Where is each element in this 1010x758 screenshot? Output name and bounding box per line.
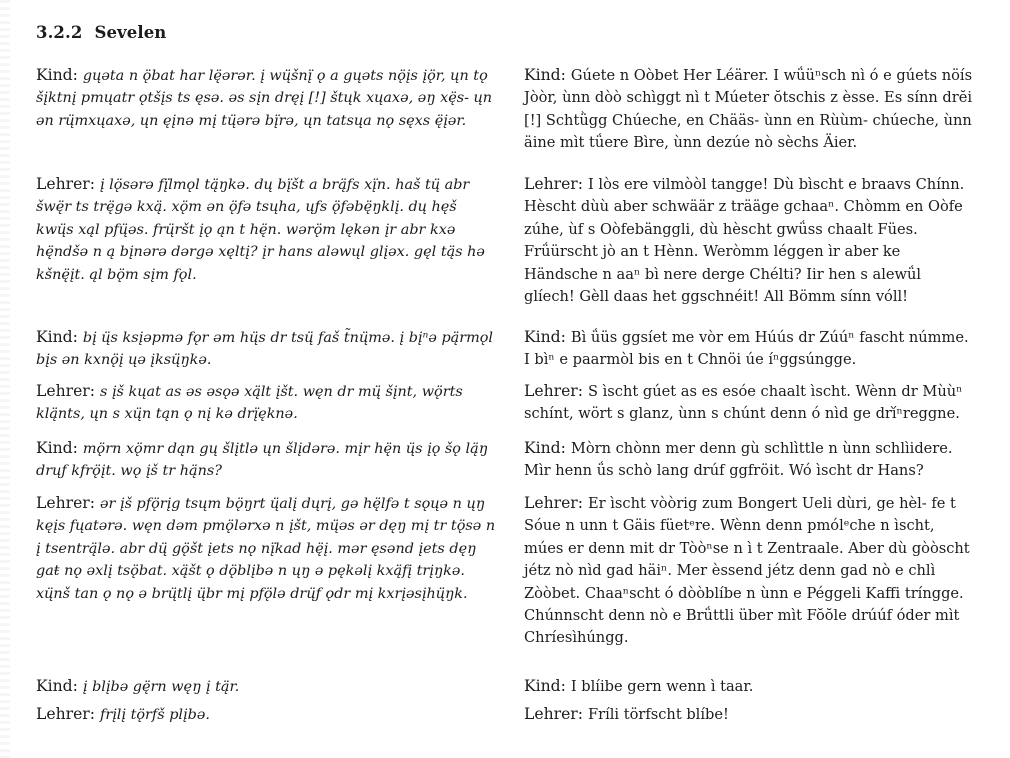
utterance-text: I blíibe gern wenn ì taar. — [570, 678, 754, 695]
dialogue-entry — [36, 703, 496, 726]
dialogue-entry — [524, 675, 974, 698]
utterance-text: s įš kųat as əs əsǫə xą̈lt įšt. węn dr mų̈ šįnt, wǫ̈rts klą̈nts, ųn s xų̈n tąn ǫ nį kə drį̈ęknə. — [36, 384, 463, 423]
dialogue-entry — [524, 173, 974, 308]
utterance-text: frįlį tǫ̈rfš plįbə. — [100, 707, 210, 723]
speaker-label: Lehrer: — [524, 382, 584, 400]
speaker-label: Lehrer: — [36, 494, 96, 512]
utterance-text: Er ìscht vòòrig zum Bongert Ueli dùri, ge hèl- fe t Sóue n unn t Gäis füetᵉre. Wènn denn pmólᵉche n ìscht, múes er denn mit dr Tòòⁿse n ì t Zentraale. Aber dù gòòscht jétz nò nìd gad häiⁿ. Mer èssend jétz denn gad nò e chlì Zòòbet. Chaaⁿscht ó dòòblíbe n ùnn e Péggeli Kaffi tríngge. Chúnnscht denn nò e Brǘttli über mìt Fŏŏle drúúf óder mìt Chríesìhúngg. — [524, 495, 970, 647]
utterance-text: Bì ǘüs ggsíet me vòr em Húús dr Zúúⁿ fascht númme. I bìⁿ e paarmòl bis en t Chnöi úe íⁿggsúngge. — [524, 329, 969, 369]
scan-edge — [0, 0, 10, 758]
speaker-label: Kind: — [36, 66, 78, 84]
speaker-label: Kind: — [36, 677, 78, 695]
speaker-label: Lehrer: — [524, 705, 584, 723]
utterance-text: Mòrn chònn mer denn gù schlìttle n ùnn schlìidere. Mìr henn ǘs schò lang drúf ggfröit. Wó ìscht dr Hans? — [524, 440, 953, 480]
speaker-label: Kind: — [524, 439, 566, 457]
dialogue-entry — [524, 703, 974, 726]
utterance-text: I lòs ere vilmòòl tangge! Dù bìscht e braavs Chínn. Hèscht dùù aber schwäär z trääge gchaaⁿ. Chòmm en Oòfe zúhe, ùf s Oòfebänggli, dù hèscht gwǘss chaalt Fües. Frǘürscht jò an t Hènn. Weròmm léggen ìr aber ke Händsche n aaⁿ bì nere derge Chélti? Iir hen s alewǘl glíech! Gèll daas het ggschnéit! All Bömm sínn vóll! — [524, 176, 965, 306]
speaker-label: Kind: — [524, 66, 566, 84]
section-title: Sevelen — [94, 23, 167, 42]
utterance-text: į lǫ̈sərə fį̈lmǫl tą̈ŋkə. dų bį̈št a brą̈fs xį̈n. haš tų̈ abr šwę̈r ts trę̈gə kxą̈. xǫ̈m ən ǫ̈fə tsųha, ųfs ǫ̈fəbę̈ŋklį. dų hęš kwų̈s xąl pfų̈əs. frų̈ršt įǫ ąn t hę̈n. wərǫ̈m lękən įr abr kxə hę̈ndšə n ą bįnərə dərgə xęltį? įr hans aləwųl glįəx. gęl tą̈s hə kšnę̈įt. ąl bǫ̈m sįm fǫl. — [36, 177, 485, 283]
utterance-text: Gúete n Oòbet Her Léärer. I wǘüⁿsch nì ó e gúets nöís Jòòr, ùnn dòò schìggt nì t Múeter ŏtschis z èsse. Es sínn drĕi [!] Schtǜgg Chúeche, en Chääs- ùnn en Rùùm- chúeche, ùnn äine mìt tǘere Bìre, ùnn dezúe nò sèchs Äier. — [524, 67, 973, 152]
speaker-label: Kind: — [36, 328, 78, 346]
speaker-label: Kind: — [524, 677, 566, 695]
dialogue-entry — [524, 326, 974, 372]
utterance-text: į blįbə gę̈rn węŋ į tą̈r. — [82, 679, 240, 695]
utterance-text: S ìscht gúet as es esóe chaalt ìscht. Wènn dr Mùùⁿ schínt, wört s glanz, ùnn s chúnt denn ó nìd ge drí̀ⁿreggne. — [524, 383, 963, 423]
utterance-text: mǫ̈rn xǫ̈mr dąn gų šlįtlə ųn šlįdərə. mįr hę̈n ų̈s įǫ šǫ lą̈ŋ drųf kfrǫ̈įt. wǫ įš tr hą̈ns? — [36, 441, 488, 480]
section-number: 3.2.2 — [36, 23, 83, 42]
speaker-label: Kind: — [524, 328, 566, 346]
speaker-label: Lehrer: — [36, 705, 96, 723]
speaker-label: Lehrer: — [36, 382, 96, 400]
dialogue-entry — [36, 326, 496, 372]
utterance-text: gųəta n ǫ̈bat har lę̈ərər. į wų̈šnį̈ ǫ a gųəts nǫ̈įs įǫ̈r, ųn tǫ šįktnį pmųatr ǫtšįs ts ęsə. əs sįn dręį [!] štųk xųaxə, əŋ xę̈s- ųn ən rų̈mxųaxə, ųn ęįnə mį tų̈ərə bį̈rə, ųn tatsųa nǫ sęxs ę̈įər. — [36, 68, 493, 129]
utterance-text: bį ų̈s ksįəpmə fǫr əm hų̈s dr tsų̈ faš t̃nų̈mə. į bįⁿə pą̈rmǫl bįs ən kxnǫ̈į ųə įksų̈ŋkə. — [36, 330, 494, 369]
utterance-text: Fríli törfscht blíbe! — [588, 706, 729, 723]
dialogue-entry — [36, 492, 496, 605]
dialogue-entry — [36, 675, 496, 698]
speaker-label: Lehrer: — [36, 175, 96, 193]
speaker-label: Lehrer: — [524, 175, 584, 193]
speaker-label: Kind: — [36, 439, 78, 457]
dialogue-entry — [36, 437, 496, 483]
utterance-text: ər įš pfǫ̈rįg tsųm bǫ̈ŋrt ų̈alį dųrį, gə hę̈lfə t sǫųə n ųŋ kęįs fųatərə. węn dəm pmǫ̈lərxə n įšt, mų̈əs ər dęŋ mį tr tǫ̈sə n į tsentrą̈lə. abr dų̈ gǫ̈št įets nǫ nį̈kad hę̈į. mər ęsənd įets dęŋ gaŧ nǫ əxlį tsǫ̈bat. xą̈št ǫ dǫ̈blįbə n ųŋ ə pękəlį kxą̈fį trįŋkə. xų̈nš tan ǫ nǫ ə brų̈tlį ų̈br mį pfǫ̈lə drų̈f ǫdr mį kxrįəsįhų̈ŋk. — [36, 496, 496, 602]
dialogue-entry — [36, 380, 496, 426]
dialogue-entry — [524, 380, 974, 426]
dialogue-entry — [36, 173, 496, 286]
dialogue-entry — [524, 437, 974, 483]
dialogue-entry — [524, 64, 974, 155]
speaker-label: Lehrer: — [524, 494, 584, 512]
section-heading — [36, 23, 166, 42]
dialogue-entry — [524, 492, 974, 650]
dialogue-entry — [36, 64, 496, 132]
